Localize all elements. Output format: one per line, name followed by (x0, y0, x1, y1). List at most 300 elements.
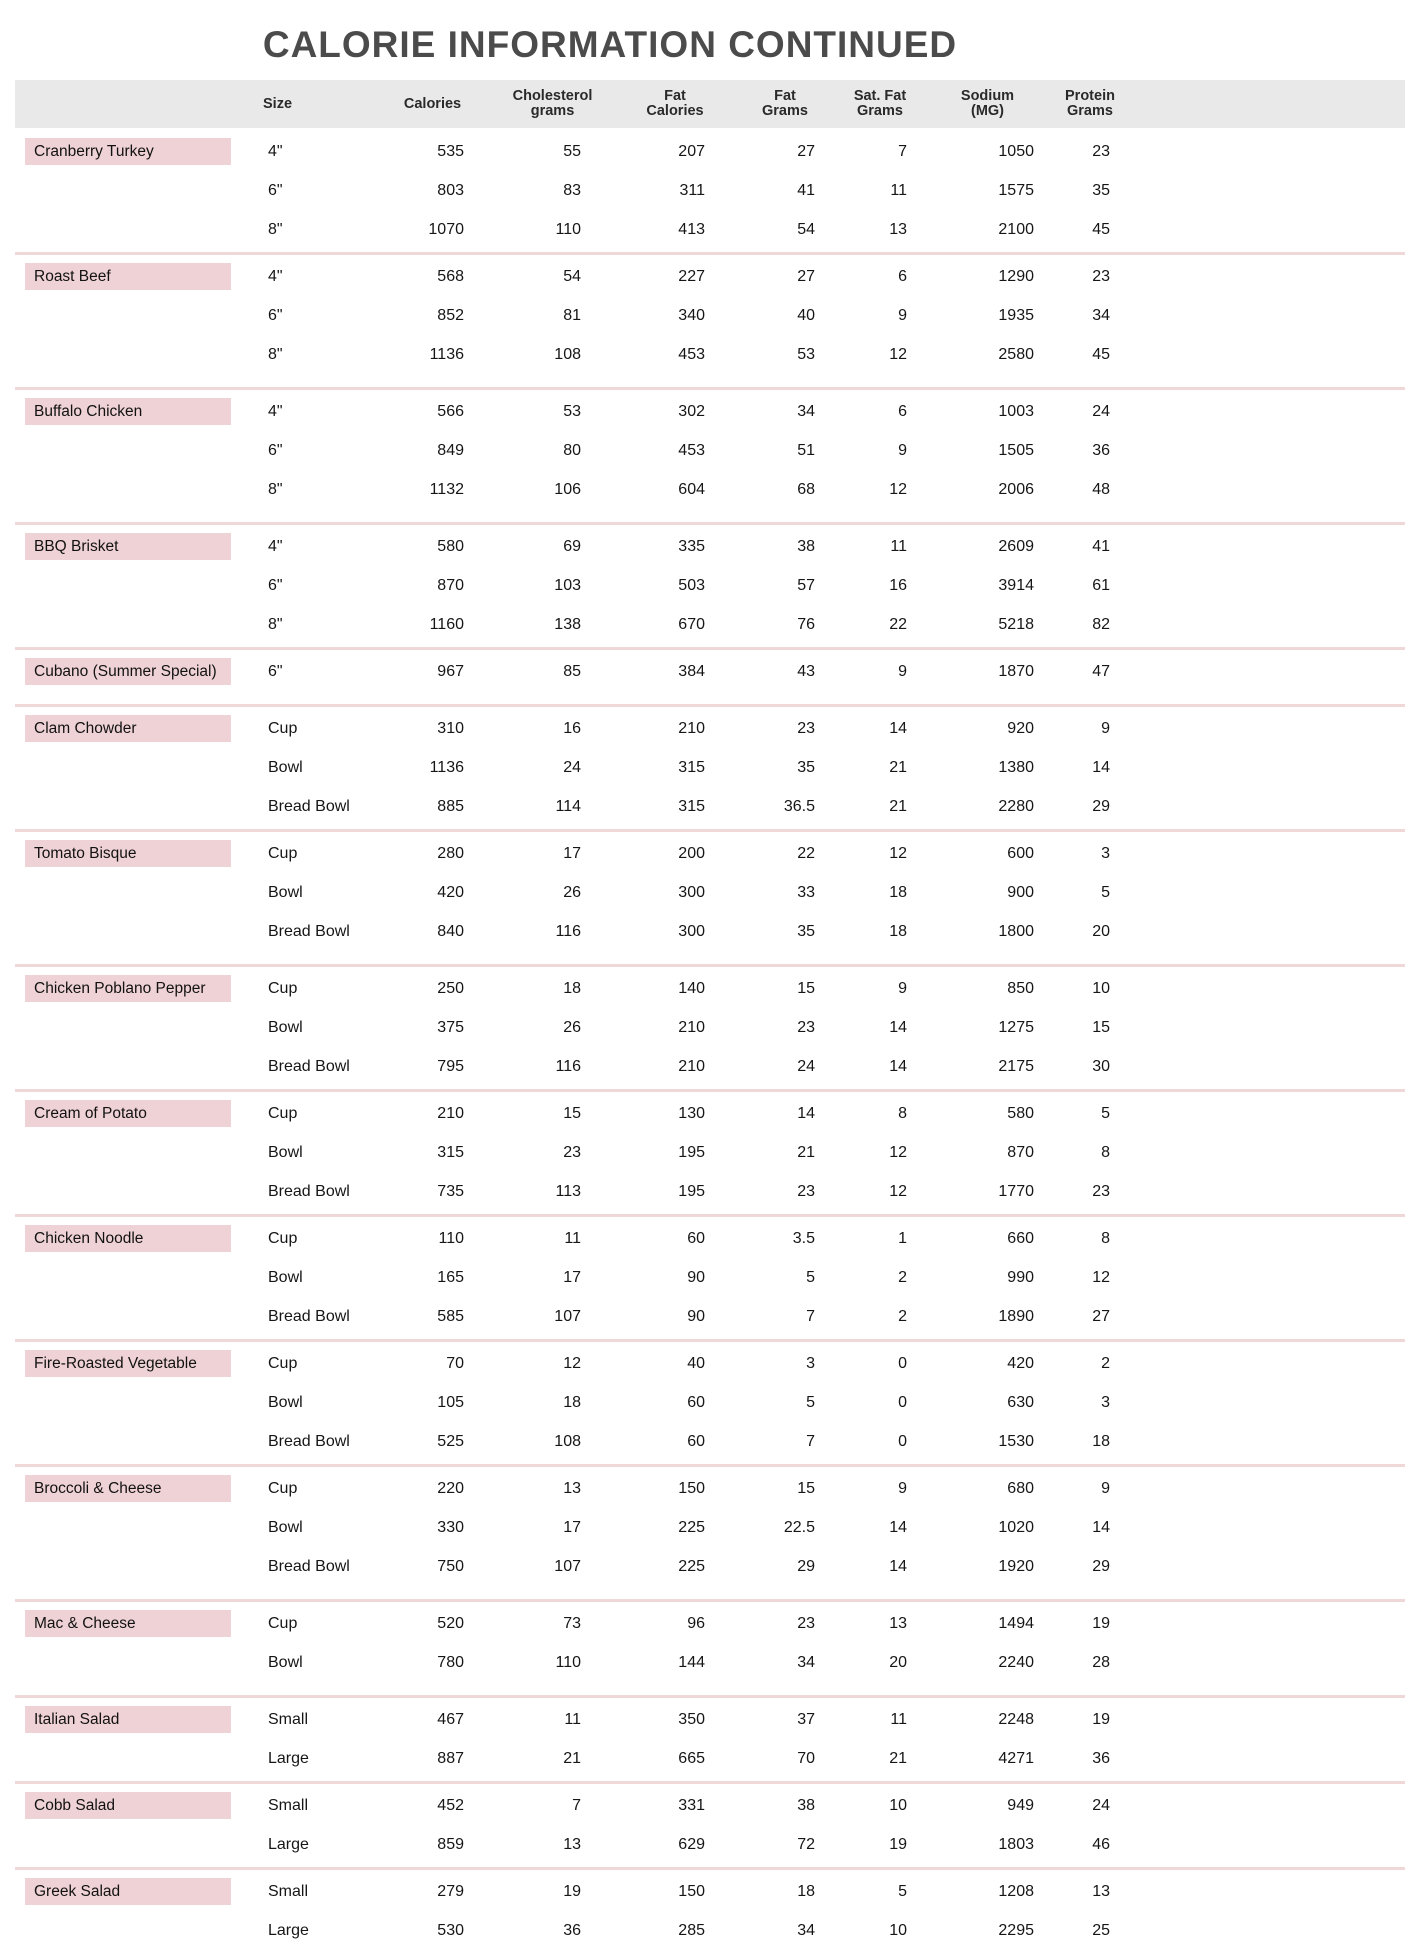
cell-cholesterol-grams: 16 (563, 719, 581, 737)
item-name-cell (15, 138, 245, 165)
cell-size: 6" (268, 441, 283, 459)
cell-fat-grams: 57 (797, 576, 815, 594)
cell-size: 6" (268, 576, 283, 594)
header-line: Fat (774, 88, 796, 104)
cell-fat-calories: 315 (678, 797, 705, 815)
cell-sodium-mg: 3914 (998, 576, 1034, 594)
cell-fat-calories: 90 (687, 1307, 705, 1325)
cell-fat-calories: 96 (687, 1614, 705, 1632)
table-row (15, 709, 1405, 748)
table-row (15, 257, 1405, 296)
cell-fat-grams: 33 (797, 883, 815, 901)
item-name-cell (15, 1878, 245, 1905)
food-group (15, 1464, 1405, 1589)
cell-protein-grams: 23 (1092, 1182, 1110, 1200)
header-line: Calories (646, 103, 704, 119)
cell-fat-calories: 604 (678, 480, 705, 498)
cell-sat-fat-grams: 20 (889, 1653, 907, 1671)
cell-fat-calories: 195 (678, 1143, 705, 1161)
table-row (15, 1872, 1405, 1911)
cell-protein-grams: 34 (1092, 306, 1110, 324)
cell-sodium-mg: 2248 (998, 1710, 1034, 1728)
cell-calories: 310 (437, 719, 464, 737)
food-group (15, 128, 1405, 252)
cell-size: Bowl (268, 1143, 303, 1161)
cell-size: 4" (268, 402, 283, 420)
cell-calories: 279 (437, 1882, 464, 1900)
item-name-label: Chicken Poblano Pepper (25, 975, 231, 1002)
cell-size: Cup (268, 1229, 298, 1247)
table-row (15, 787, 1405, 826)
cell-protein-grams: 28 (1092, 1653, 1110, 1671)
cell-fat-calories: 453 (678, 345, 705, 363)
cell-size: Bowl (268, 1518, 303, 1536)
cell-cholesterol-grams: 107 (554, 1307, 581, 1325)
item-name-cell (15, 1350, 245, 1377)
cell-cholesterol-grams: 17 (563, 844, 581, 862)
cell-fat-calories: 150 (678, 1479, 705, 1497)
cell-protein-grams: 3 (1101, 1393, 1110, 1411)
nutrition-table (15, 80, 1405, 1953)
cell-fat-grams: 15 (797, 979, 815, 997)
cell-size: 4" (268, 537, 283, 555)
cell-protein-grams: 23 (1092, 142, 1110, 160)
cell-cholesterol-grams: 106 (554, 480, 581, 498)
cell-sodium-mg: 1803 (998, 1835, 1034, 1853)
cell-sodium-mg: 2240 (998, 1653, 1034, 1671)
cell-calories: 585 (437, 1307, 464, 1325)
item-name-label: Mac & Cheese (25, 1610, 231, 1637)
cell-cholesterol-grams: 54 (563, 267, 581, 285)
item-name-cell (15, 1792, 245, 1819)
table-row (15, 1825, 1405, 1864)
cell-cholesterol-grams: 108 (554, 1432, 581, 1450)
cell-protein-grams: 12 (1092, 1268, 1110, 1286)
cell-fat-calories: 225 (678, 1557, 705, 1575)
food-group (15, 252, 1405, 377)
cell-fat-calories: 150 (678, 1882, 705, 1900)
cell-fat-calories: 340 (678, 306, 705, 324)
cell-size: Cup (268, 1104, 298, 1122)
cell-cholesterol-grams: 110 (555, 220, 581, 238)
table-row (15, 873, 1405, 912)
cell-sodium-mg: 5218 (998, 615, 1034, 633)
cell-sat-fat-grams: 14 (889, 1557, 907, 1575)
cell-calories: 967 (437, 662, 464, 680)
table-row (15, 969, 1405, 1008)
cell-fat-calories: 453 (678, 441, 705, 459)
cell-sodium-mg: 1494 (998, 1614, 1034, 1632)
cell-sat-fat-grams: 5 (898, 1882, 907, 1900)
food-group (15, 387, 1405, 512)
cell-calories: 535 (437, 142, 464, 160)
cell-fat-calories: 60 (687, 1432, 705, 1450)
cell-fat-grams: 38 (797, 537, 815, 555)
cell-sodium-mg: 2006 (998, 480, 1034, 498)
table-row (15, 1047, 1405, 1086)
cell-protein-grams: 61 (1092, 576, 1110, 594)
cell-fat-calories: 195 (678, 1182, 705, 1200)
cell-calories: 467 (437, 1710, 464, 1728)
cell-calories: 780 (437, 1653, 464, 1671)
cell-fat-grams: 54 (797, 220, 815, 238)
cell-fat-grams: 22.5 (783, 1518, 815, 1536)
cell-sodium-mg: 1003 (998, 402, 1034, 420)
cell-fat-calories: 40 (687, 1354, 705, 1372)
cell-cholesterol-grams: 113 (555, 1182, 581, 1200)
cell-fat-calories: 300 (678, 883, 705, 901)
cell-fat-grams: 76 (797, 615, 815, 633)
table-row (15, 132, 1405, 171)
table-row (15, 912, 1405, 951)
table-row (15, 1739, 1405, 1778)
table-row (15, 1911, 1405, 1950)
cell-cholesterol-grams: 13 (563, 1835, 581, 1853)
cell-sodium-mg: 1870 (998, 662, 1034, 680)
item-name-label: Cubano (Summer Special) (25, 658, 231, 685)
table-row (15, 1547, 1405, 1586)
cell-size: 6" (268, 306, 283, 324)
cell-size: Cup (268, 719, 298, 737)
cell-sat-fat-grams: 14 (889, 1518, 907, 1536)
table-row (15, 1604, 1405, 1643)
item-name-cell (15, 1610, 245, 1637)
item-name-cell (15, 840, 245, 867)
item-name-cell (15, 658, 245, 685)
cell-calories: 1136 (429, 758, 464, 776)
cell-sat-fat-grams: 1 (898, 1229, 907, 1247)
cell-sodium-mg: 2580 (998, 345, 1034, 363)
table-row (15, 296, 1405, 335)
cell-size: Bread Bowl (268, 1557, 350, 1575)
cell-fat-grams: 3 (806, 1354, 815, 1372)
cell-sat-fat-grams: 2 (898, 1307, 907, 1325)
cell-cholesterol-grams: 83 (563, 181, 581, 199)
table-row (15, 335, 1405, 374)
table-row (15, 1008, 1405, 1047)
cell-protein-grams: 24 (1092, 402, 1110, 420)
cell-cholesterol-grams: 18 (563, 979, 581, 997)
header-line: Fat (664, 88, 686, 104)
header-line: Size (263, 95, 293, 112)
cell-fat-grams: 7 (806, 1432, 815, 1450)
cell-sodium-mg: 1275 (998, 1018, 1034, 1036)
cell-calories: 1070 (428, 220, 464, 238)
cell-protein-grams: 5 (1101, 1104, 1110, 1122)
cell-cholesterol-grams: 12 (563, 1354, 581, 1372)
cell-fat-grams: 72 (797, 1835, 815, 1853)
cell-cholesterol-grams: 80 (563, 441, 581, 459)
cell-calories: 70 (446, 1354, 464, 1372)
item-name-label: Cranberry Turkey (25, 138, 231, 165)
cell-calories: 840 (437, 922, 464, 940)
cell-calories: 885 (437, 797, 464, 815)
cell-sodium-mg: 1208 (998, 1882, 1034, 1900)
header-line: Sodium (960, 88, 1015, 104)
cell-calories: 1160 (429, 615, 464, 633)
cell-fat-calories: 130 (678, 1104, 705, 1122)
cell-protein-grams: 2 (1101, 1354, 1110, 1372)
cell-protein-grams: 9 (1101, 1479, 1110, 1497)
food-group (15, 1214, 1405, 1339)
cell-cholesterol-grams: 55 (563, 142, 581, 160)
header-line: (MG) (970, 103, 1004, 119)
cell-sat-fat-grams: 18 (889, 883, 907, 901)
cell-sat-fat-grams: 12 (889, 844, 907, 862)
cell-calories: 210 (437, 1104, 464, 1122)
cell-cholesterol-grams: 73 (563, 1614, 581, 1632)
cell-size: Cup (268, 1479, 298, 1497)
cell-sat-fat-grams: 18 (889, 922, 907, 940)
cell-calories: 859 (437, 1835, 464, 1853)
cell-sodium-mg: 1380 (998, 758, 1034, 776)
cell-sat-fat-grams: 9 (898, 441, 907, 459)
cell-size: 8" (268, 220, 283, 238)
cell-fat-calories: 60 (687, 1229, 705, 1247)
column-header-calories (375, 97, 490, 112)
cell-calories: 250 (437, 979, 464, 997)
cell-sodium-mg: 1890 (998, 1307, 1034, 1325)
cell-calories: 750 (437, 1557, 464, 1575)
cell-sodium-mg: 1575 (998, 181, 1034, 199)
cell-sodium-mg: 2609 (998, 537, 1034, 555)
cell-calories: 887 (437, 1749, 464, 1767)
cell-cholesterol-grams: 18 (563, 1393, 581, 1411)
item-name-cell (15, 398, 245, 425)
cell-size: Small (268, 1710, 309, 1728)
cell-protein-grams: 41 (1092, 537, 1110, 555)
cell-fat-calories: 503 (678, 576, 705, 594)
column-header-fat-calories (615, 89, 735, 119)
item-name-label: Italian Salad (25, 1706, 231, 1733)
cell-protein-grams: 24 (1092, 1796, 1110, 1814)
cell-protein-grams: 45 (1092, 220, 1110, 238)
cell-protein-grams: 14 (1092, 758, 1110, 776)
page-title: CALORIE INFORMATION CONTINUED (262, 24, 958, 65)
cell-size: Bread Bowl (268, 797, 350, 815)
cell-sodium-mg: 1770 (998, 1182, 1034, 1200)
cell-sat-fat-grams: 10 (889, 1921, 907, 1939)
header-line: Sat. Fat (853, 88, 907, 104)
cell-cholesterol-grams: 107 (554, 1557, 581, 1575)
cell-sodium-mg: 850 (1007, 979, 1034, 997)
cell-fat-grams: 53 (797, 345, 815, 363)
cell-protein-grams: 46 (1092, 1835, 1110, 1853)
cell-sat-fat-grams: 14 (889, 719, 907, 737)
cell-protein-grams: 19 (1092, 1614, 1110, 1632)
food-group (15, 522, 1405, 647)
cell-sodium-mg: 1050 (998, 142, 1034, 160)
cell-fat-calories: 210 (678, 1018, 705, 1036)
cell-cholesterol-grams: 85 (563, 662, 581, 680)
cell-sat-fat-grams: 9 (898, 979, 907, 997)
cell-fat-calories: 413 (678, 220, 705, 238)
cell-size: Cup (268, 1614, 298, 1632)
cell-size: Bowl (268, 1653, 303, 1671)
cell-cholesterol-grams: 26 (563, 883, 581, 901)
cell-fat-grams: 68 (797, 480, 815, 498)
item-name-label: Chicken Noodle (25, 1225, 231, 1252)
table-row (15, 566, 1405, 605)
cell-protein-grams: 47 (1092, 662, 1110, 680)
cell-calories: 530 (437, 1921, 464, 1939)
cell-fat-calories: 210 (678, 719, 705, 737)
table-row (15, 392, 1405, 431)
cell-size: Cup (268, 979, 298, 997)
cell-protein-grams: 25 (1092, 1921, 1110, 1939)
cell-fat-grams: 70 (797, 1749, 815, 1767)
cell-cholesterol-grams: 17 (563, 1268, 581, 1286)
cell-protein-grams: 19 (1092, 1710, 1110, 1728)
column-header-sat-fat-grams (835, 89, 925, 119)
cell-fat-calories: 315 (678, 758, 705, 776)
cell-size: Small (268, 1882, 309, 1900)
food-group (15, 647, 1405, 694)
header-line: Protein (1065, 88, 1115, 104)
cell-cholesterol-grams: 103 (554, 576, 581, 594)
cell-calories: 315 (437, 1143, 464, 1161)
table-row (15, 210, 1405, 249)
cell-calories: 220 (437, 1479, 464, 1497)
table-row (15, 1172, 1405, 1211)
cell-size: Bowl (268, 1018, 303, 1036)
cell-size: Bowl (268, 1393, 303, 1411)
cell-cholesterol-grams: 116 (555, 922, 581, 940)
cell-sodium-mg: 1800 (998, 922, 1034, 940)
food-group (15, 1089, 1405, 1214)
cell-calories: 330 (437, 1518, 464, 1536)
cell-fat-grams: 23 (797, 719, 815, 737)
cell-sat-fat-grams: 10 (889, 1796, 907, 1814)
cell-sodium-mg: 4271 (998, 1749, 1034, 1767)
cell-fat-grams: 23 (797, 1018, 815, 1036)
table-row (15, 1383, 1405, 1422)
cell-fat-grams: 36.5 (783, 797, 815, 815)
cell-fat-calories: 200 (678, 844, 705, 862)
cell-fat-grams: 24 (797, 1057, 815, 1075)
cell-protein-grams: 14 (1092, 1518, 1110, 1536)
cell-sat-fat-grams: 11 (890, 181, 907, 199)
column-header-sodium-mg (925, 89, 1050, 119)
cell-sat-fat-grams: 9 (898, 662, 907, 680)
cell-calories: 525 (437, 1432, 464, 1450)
cell-sat-fat-grams: 12 (889, 345, 907, 363)
cell-calories: 452 (437, 1796, 464, 1814)
table-header-row (15, 80, 1405, 128)
cell-sodium-mg: 2100 (998, 220, 1034, 238)
cell-protein-grams: 5 (1101, 883, 1110, 901)
cell-fat-calories: 90 (687, 1268, 705, 1286)
food-group (15, 829, 1405, 954)
cell-fat-calories: 670 (678, 615, 705, 633)
cell-protein-grams: 13 (1092, 1882, 1110, 1900)
item-name-cell (15, 1475, 245, 1502)
cell-calories: 520 (437, 1614, 464, 1632)
table-row (15, 1508, 1405, 1547)
cell-sat-fat-grams: 12 (889, 1182, 907, 1200)
table-row (15, 1258, 1405, 1297)
cell-sat-fat-grams: 11 (890, 537, 907, 555)
cell-calories: 165 (437, 1268, 464, 1286)
cell-fat-grams: 35 (797, 922, 815, 940)
item-name-label: Greek Salad (25, 1878, 231, 1905)
cell-calories: 735 (437, 1182, 464, 1200)
cell-sat-fat-grams: 16 (889, 576, 907, 594)
item-name-label: Tomato Bisque (25, 840, 231, 867)
cell-sodium-mg: 2280 (998, 797, 1034, 815)
cell-size: Small (268, 1796, 309, 1814)
cell-fat-grams: 5 (806, 1393, 815, 1411)
cell-sodium-mg: 600 (1007, 844, 1034, 862)
cell-size: 8" (268, 615, 283, 633)
cell-fat-grams: 34 (797, 402, 815, 420)
cell-calories: 566 (437, 402, 464, 420)
cell-sodium-mg: 949 (1007, 1796, 1034, 1814)
table-row (15, 1344, 1405, 1383)
item-name-label: Fire-Roasted Vegetable (25, 1350, 231, 1377)
cell-protein-grams: 29 (1092, 1557, 1110, 1575)
cell-calories: 849 (437, 441, 464, 459)
cell-cholesterol-grams: 17 (563, 1518, 581, 1536)
cell-calories: 795 (437, 1057, 464, 1075)
cell-fat-grams: 43 (797, 662, 815, 680)
cell-fat-grams: 5 (806, 1268, 815, 1286)
cell-sodium-mg: 1290 (998, 267, 1034, 285)
cell-protein-grams: 8 (1101, 1229, 1110, 1247)
cell-fat-grams: 40 (797, 306, 815, 324)
header-line: Grams (1067, 103, 1113, 119)
cell-sat-fat-grams: 21 (889, 758, 907, 776)
cell-fat-grams: 35 (797, 758, 815, 776)
cell-sat-fat-grams: 2 (898, 1268, 907, 1286)
cell-sodium-mg: 2175 (998, 1057, 1034, 1075)
cell-cholesterol-grams: 108 (554, 345, 581, 363)
cell-protein-grams: 15 (1092, 1018, 1110, 1036)
table-row (15, 1219, 1405, 1258)
cell-calories: 852 (437, 306, 464, 324)
cell-cholesterol-grams: 24 (563, 758, 581, 776)
item-name-label: Cream of Potato (25, 1100, 231, 1127)
table-row (15, 1786, 1405, 1825)
cell-protein-grams: 27 (1092, 1307, 1110, 1325)
cell-cholesterol-grams: 19 (563, 1882, 581, 1900)
table-row (15, 748, 1405, 787)
cell-protein-grams: 36 (1092, 1749, 1110, 1767)
cell-sat-fat-grams: 12 (889, 480, 907, 498)
cell-cholesterol-grams: 81 (563, 306, 581, 324)
cell-fat-grams: 37 (797, 1710, 815, 1728)
food-group (15, 704, 1405, 829)
item-name-label: Buffalo Chicken (25, 398, 231, 425)
cell-fat-grams: 21 (797, 1143, 815, 1161)
cell-sat-fat-grams: 9 (898, 306, 907, 324)
cell-size: Large (268, 1835, 309, 1853)
cell-sodium-mg: 580 (1007, 1104, 1034, 1122)
table-row (15, 1469, 1405, 1508)
cell-protein-grams: 48 (1092, 480, 1110, 498)
cell-cholesterol-grams: 21 (563, 1749, 581, 1767)
cell-sat-fat-grams: 11 (890, 1710, 907, 1728)
table-row (15, 1133, 1405, 1172)
cell-fat-calories: 207 (678, 142, 705, 160)
cell-fat-calories: 302 (678, 402, 705, 420)
cell-fat-calories: 227 (678, 267, 705, 285)
cell-protein-grams: 20 (1092, 922, 1110, 940)
cell-sodium-mg: 900 (1007, 883, 1034, 901)
cell-sat-fat-grams: 0 (898, 1393, 907, 1411)
cell-calories: 870 (437, 576, 464, 594)
cell-protein-grams: 3 (1101, 844, 1110, 862)
